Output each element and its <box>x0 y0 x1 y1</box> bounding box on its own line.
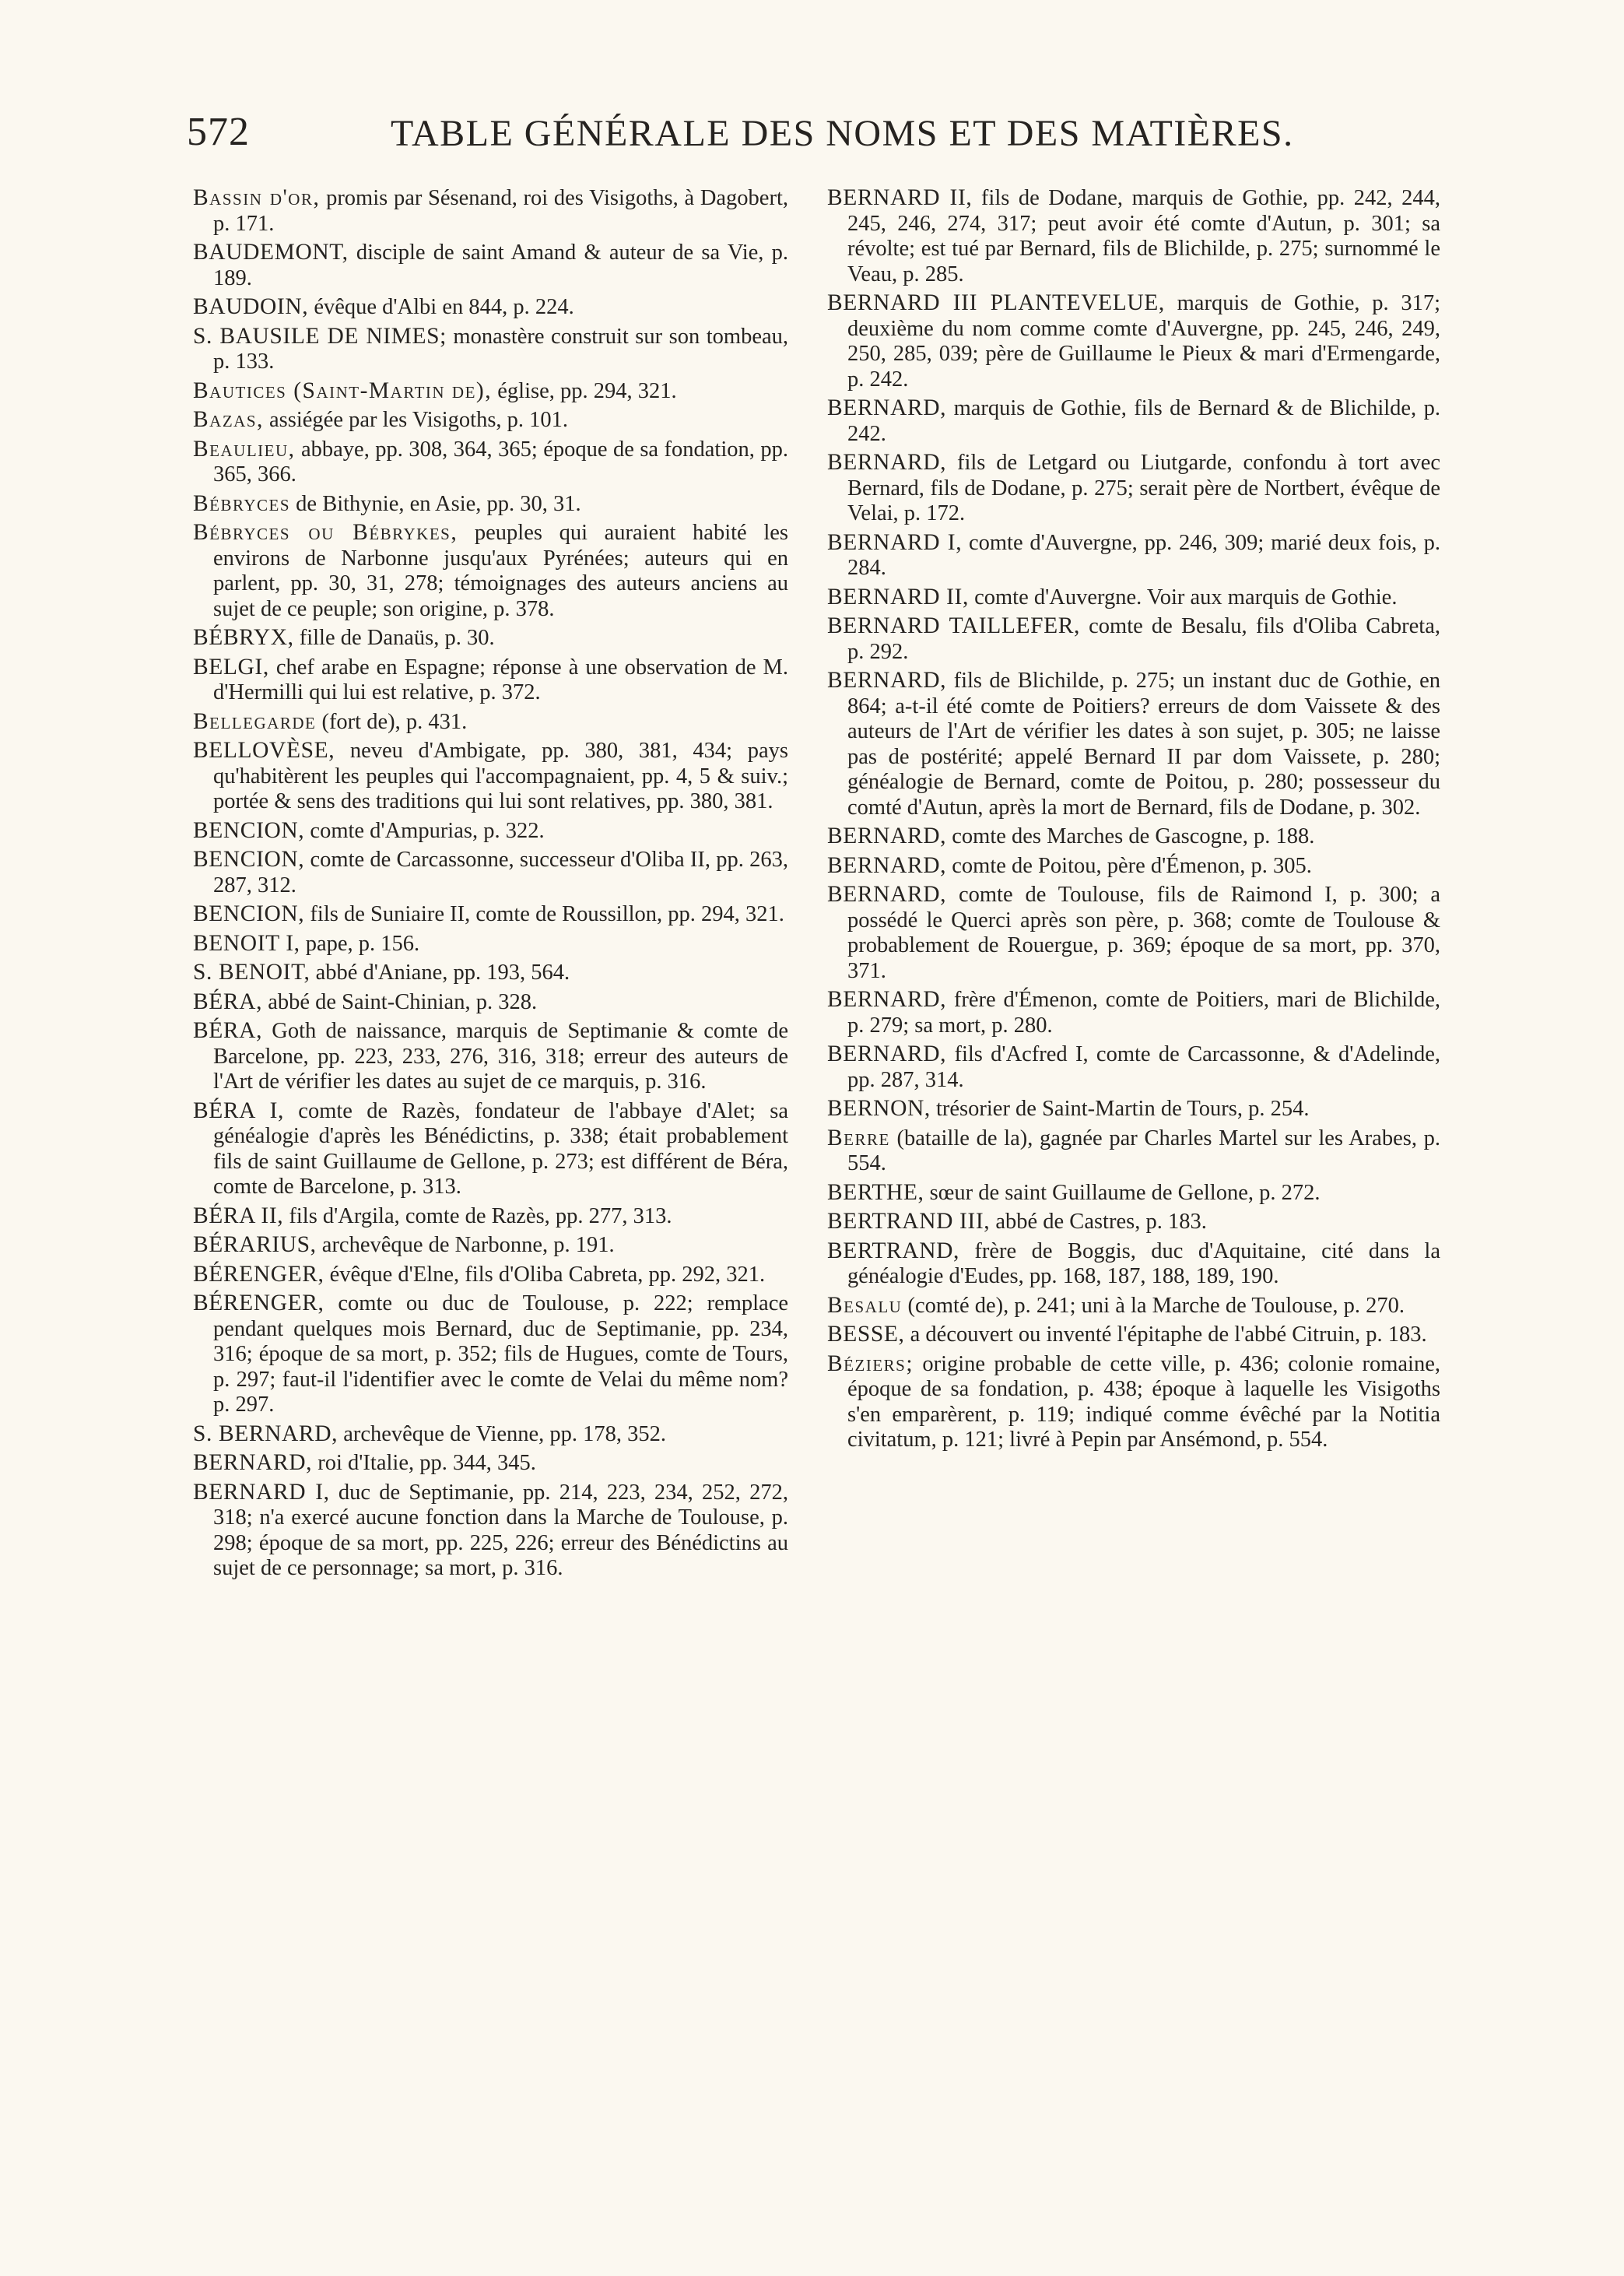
index-entry <box>193 625 788 652</box>
entry-text: comte d'Auvergne. Voir aux marquis de Gothie. <box>968 585 1398 609</box>
index-entry <box>827 1351 1440 1453</box>
entry-text: abbé de Castres, p. 183. <box>990 1210 1207 1234</box>
entry-headword: BERNARD II, <box>827 584 969 609</box>
index-entry <box>827 824 1440 850</box>
entry-headword: BERNARD, <box>827 987 947 1012</box>
index-entry <box>193 989 788 1016</box>
index-entry <box>193 185 788 237</box>
entry-text: Goth de naissance, marquis de Septimanie & comte de Barcelone, pp. 223, 233, 276, 316, 318; erreur des auteurs de l'Art de vérifier les dates au sujet de ce marquis, p. 316. <box>213 1019 788 1094</box>
entry-headword: Berre <box>827 1125 890 1150</box>
index-entry <box>827 1041 1440 1093</box>
index-entry <box>193 240 788 291</box>
entry-text: abbé de Saint-Chinian, p. 328. <box>262 989 538 1014</box>
index-entry <box>193 709 788 736</box>
right-column <box>827 185 1440 1456</box>
index-entry <box>827 395 1440 447</box>
entry-headword: BELLOVÈSE, <box>193 738 335 763</box>
entry-headword: Bautices (Saint-Martin de), <box>193 378 493 403</box>
index-entry <box>193 901 788 928</box>
entry-headword: BERNARD, <box>827 882 947 907</box>
index-entry <box>827 1238 1440 1290</box>
index-entry <box>193 655 788 706</box>
entry-text: chef arabe en Espagne; réponse à une observation de M. d'Hermilli qui lui est relative, p. 372. <box>213 655 788 704</box>
entry-text: trésorier de Saint-Martin de Tours, p. 254. <box>930 1097 1310 1121</box>
entry-headword: BENOIT I, <box>193 930 300 956</box>
entry-text: (bataille de la), gagnée par Charles Martel sur les Arabes, p. 554. <box>847 1126 1440 1175</box>
entry-headword: BERNARD, <box>827 668 947 693</box>
entry-text: marquis de Gothie, p. 317; deuxième du nom comme comte d'Auvergne, pp. 245, 246, 249, 250, 285, 039; père de Guillaume le Pieux & mari d'Ermengarde, p. 242. <box>847 291 1440 392</box>
entry-text: sœur de saint Guillaume de Gellone, p. 272. <box>924 1180 1321 1205</box>
entry-text: pape, p. 156. <box>300 931 420 956</box>
index-entry <box>827 185 1440 287</box>
entry-text: église, pp. 294, 321. <box>492 378 677 403</box>
index-entry <box>193 1262 788 1288</box>
entry-headword: BERNARD, <box>827 395 947 420</box>
entry-headword: S. BAUSILE DE NIMES; <box>193 323 447 349</box>
index-entry <box>827 1293 1440 1319</box>
entry-text: assiégée par les Visigoths, p. 101. <box>263 408 569 432</box>
index-entry <box>193 491 788 518</box>
index-entry <box>193 520 788 622</box>
entry-headword: BERNARD, <box>827 824 947 848</box>
entry-headword: Bazas, <box>193 407 264 432</box>
index-entry <box>193 818 788 845</box>
index-entry <box>827 613 1440 665</box>
index-entry <box>193 378 788 405</box>
entry-text: origine probable de cette ville, p. 436; colonie romaine, époque de sa fondation, p. 438; époque à laquelle les Visigoths s'en emparèrent, p. 119; indiqué comme évêché par la Notitia civitatum, p. 121; livré à Pepin par Ansémond, p. 554. <box>847 1351 1440 1452</box>
entry-headword: BERNARD I, <box>193 1479 330 1505</box>
entry-headword: BERNON, <box>827 1096 931 1121</box>
entry-headword: Beaulieu, <box>193 436 296 462</box>
entry-headword: BÉRA, <box>193 989 263 1014</box>
entry-text: roi d'Italie, pp. 344, 345. <box>312 1451 536 1475</box>
index-entry <box>193 1018 788 1095</box>
entry-text: comte de Razès, fondateur de l'abbaye d'Alet; sa généalogie d'après les Bénédictins, p. 338; était probablement fils de saint Guillaume de Gellone, p. 273; est différent de Béra, comte de Barcelone, p. 313. <box>213 1098 788 1199</box>
entry-headword: BERTRAND III, <box>827 1209 991 1234</box>
index-entry <box>827 882 1440 984</box>
entry-headword: S. BENOIT, <box>193 960 310 985</box>
entry-headword: BÉRENGER, <box>193 1291 324 1315</box>
index-entry <box>827 1180 1440 1206</box>
entry-text: frère de Boggis, duc d'Aquitaine, cité dans la généalogie d'Eudes, pp. 168, 187, 188, 189, 190. <box>847 1238 1440 1288</box>
entry-headword: Béziers; <box>827 1350 914 1376</box>
index-entry <box>827 668 1440 820</box>
index-entry <box>827 1322 1440 1348</box>
entry-text: archevêque de Narbonne, p. 191. <box>316 1233 615 1257</box>
entry-headword: BÉRA I, <box>193 1098 284 1123</box>
entry-text: comte de Besalu, fils d'Oliba Cabreta, p. 292. <box>847 614 1440 664</box>
index-entry <box>193 847 788 898</box>
entry-text: comte d'Ampurias, p. 322. <box>304 818 545 843</box>
entry-text: évêque d'Elne, fils d'Oliba Cabreta, pp. 292, 321. <box>324 1262 766 1287</box>
running-title: TABLE GÉNÉRALE DES NOMS ET DES MATIÈRES. <box>391 113 1294 154</box>
entry-headword: BELGI, <box>193 654 269 680</box>
index-entry <box>193 738 788 815</box>
entry-text: comte de Carcassonne, successeur d'Oliba II, pp. 263, 287, 312. <box>213 848 788 897</box>
index-entry <box>193 437 788 488</box>
entry-text: comte des Marches de Gascogne, p. 188. <box>946 824 1315 848</box>
entry-headword: BERNARD TAILLEFER, <box>827 613 1080 638</box>
entry-headword: BAUDEMONT, <box>193 240 349 265</box>
index-entry <box>827 585 1440 611</box>
index-entry <box>193 1232 788 1259</box>
entry-text: fils de Dodane, marquis de Gothie, pp. 242, 244, 245, 246, 274, 317; peut avoir été comte d'Autun, p. 301; sa révolte; est tué par Bernard, fils de Blichilde, p. 275; surnommé le Veau, p. 285. <box>847 186 1441 286</box>
entry-headword: Bébryces <box>193 490 291 516</box>
entry-headword: BERNARD II, <box>827 185 973 210</box>
entry-text: (fort de), p. 431. <box>316 709 468 734</box>
index-entry <box>193 324 788 375</box>
index-entry <box>827 290 1440 392</box>
entry-headword: BERNARD, <box>193 1450 313 1475</box>
index-entry <box>193 407 788 434</box>
index-entry <box>193 960 788 986</box>
entry-text: comte ou duc de Toulouse, p. 222; remplace pendant quelques mois Bernard, duc de Septimanie, pp. 234, 316; époque de sa mort, p. 352; fils de Hugues, comte de Tours, p. 297; faut-il l'identifier avec le comte de Velai du même nom? p. 297. <box>213 1291 788 1417</box>
entry-text: archevêque de Vienne, pp. 178, 352. <box>338 1421 667 1446</box>
entry-text: neveu d'Ambigate, pp. 380, 381, 434; pays qu'habitèrent les peuples qui l'accompagnaient, pp. 4, 5 & suiv.; portée & sens des traditions qui lui sont relatives, pp. 380, 381. <box>213 739 788 813</box>
entry-headword: BÉRARIUS, <box>193 1232 317 1257</box>
entry-text: fils d'Argila, comte de Razès, pp. 277, 313. <box>283 1203 672 1228</box>
entry-text: évêque d'Albi en 844, p. 224. <box>308 295 574 319</box>
entry-headword: Bassin d'or, <box>193 185 321 210</box>
entry-headword: Bébryces ou Bébrykes, <box>193 520 458 545</box>
entry-headword: BERNARD I, <box>827 529 963 555</box>
page-number: 572 <box>187 110 250 154</box>
entry-headword: Besalu <box>827 1292 903 1318</box>
entry-text: fils de Suniaire II, comte de Roussillon, pp. 294, 321. <box>304 902 784 926</box>
entry-text: monastère construit sur son tombeau, p. 133. <box>213 324 788 374</box>
index-entry <box>827 1096 1440 1122</box>
index-entry <box>193 294 788 321</box>
entry-headword: BERNARD III PLANTEVELUE, <box>827 290 1165 315</box>
left-column <box>193 185 788 1585</box>
entry-headword: BERNARD, <box>827 1041 947 1066</box>
index-entry <box>193 1480 788 1582</box>
entry-text: abbé d'Aniane, pp. 193, 564. <box>310 961 570 985</box>
entry-text: de Bithynie, en Asie, pp. 30, 31. <box>290 491 581 516</box>
entry-headword: S. BERNARD, <box>193 1421 338 1446</box>
entry-headword: BENCION, <box>193 817 305 843</box>
entry-text: abbaye, pp. 308, 364, 365; époque de sa fondation, pp. 365, 366. <box>213 437 788 486</box>
entry-text: fils de Letgard ou Liutgarde, confondu à tort avec Bernard, fils de Dodane, p. 275; serait père de Nortbert, évêque de Velai, p. 172. <box>847 451 1440 525</box>
entry-headword: BENCION, <box>193 901 305 926</box>
entry-headword: BERNARD, <box>827 450 947 475</box>
entry-headword: Bellegarde <box>193 708 317 734</box>
index-entry <box>827 1126 1440 1177</box>
entry-headword: BERNARD, <box>827 852 947 878</box>
entry-headword: BERTHE, <box>827 1179 924 1205</box>
entry-text: duc de Septimanie, pp. 214, 223, 234, 252, 272, 318; n'a exercé aucune fonction dans la Marche de Toulouse, p. 298; époque de sa mort, pp. 225, 226; erreur des Bénédictins au sujet de ce personnage; sa mort, p. 316. <box>213 1480 788 1580</box>
entry-text: comte d'Auvergne, pp. 246, 309; marié deux fois, p. 284. <box>847 530 1440 580</box>
entry-text: fille de Danaüs, p. 30. <box>293 626 495 650</box>
entry-text: disciple de saint Amand & auteur de sa Vie, p. 189. <box>213 241 788 290</box>
index-entry <box>827 530 1440 581</box>
index-entry <box>827 987 1440 1038</box>
entry-text: frère d'Émenon, comte de Poitiers, mari de Blichilde, p. 279; sa mort, p. 280. <box>847 988 1440 1038</box>
entry-headword: BÉBRYX, <box>193 625 294 650</box>
index-entry <box>827 853 1440 880</box>
entry-text: fils d'Acfred I, comte de Carcassonne, & d'Adelinde, pp. 287, 314. <box>847 1042 1440 1092</box>
entry-text: promis par Sésenand, roi des Visigoths, à Dagobert, p. 171. <box>213 186 788 236</box>
entry-text: marquis de Gothie, fils de Bernard & de Blichilde, p. 242. <box>847 396 1440 446</box>
index-entry <box>193 1421 788 1448</box>
entry-headword: BÉRA, <box>193 1018 263 1043</box>
entry-text: comte de Toulouse, fils de Raimond I, p. 300; a possédé le Querci après son père, p. 368; comte de Toulouse & probablement de Rouergue, p. 369; époque de sa mort, pp. 370, 371. <box>847 883 1440 983</box>
entry-headword: BENCION, <box>193 847 305 872</box>
index-entry <box>193 1291 788 1418</box>
entry-headword: BÉRA II, <box>193 1203 284 1228</box>
entry-text: a découvert ou inventé l'épitaphe de l'abbé Citruin, p. 183. <box>904 1322 1427 1347</box>
index-entry <box>193 1203 788 1230</box>
page-header <box>187 109 1294 163</box>
index-entry <box>827 450 1440 527</box>
entry-headword: BERTRAND, <box>827 1238 959 1263</box>
index-entry <box>193 1098 788 1200</box>
index-entry <box>193 1450 788 1477</box>
entry-text: fils de Blichilde, p. 275; un instant duc de Gothie, en 864; a-t-il été comte de Poitiers? erreurs de dom Vaissete & des auteurs de l'Art de vérifier les dates à son sujet, p. 305; ne laisse pas de postérité; appelé Bernard II par dom Vaissete, p. 280; généalogie de Bernard, comte de Poitou, p. 280; possesseur du comté d'Autun, après la mort de Bernard, fils de Dodane, p. 302. <box>847 669 1440 820</box>
index-entry <box>193 931 788 957</box>
entry-headword: BÉRENGER, <box>193 1261 324 1287</box>
index-entry <box>827 1209 1440 1235</box>
entry-headword: BAUDOIN, <box>193 294 309 319</box>
entry-headword: BESSE, <box>827 1322 905 1347</box>
entry-text: peuples qui auraient habité les environs de Narbonne jusqu'aux Pyrénées; auteurs qui en parlent, pp. 30, 31, 278; témoignages des auteurs anciens au sujet de ce peuple; son origine, p. 378. <box>213 521 788 621</box>
entry-text: comte de Poitou, père d'Émenon, p. 305. <box>946 853 1312 878</box>
entry-text: (comté de), p. 241; uni à la Marche de Toulouse, p. 270. <box>902 1293 1405 1318</box>
